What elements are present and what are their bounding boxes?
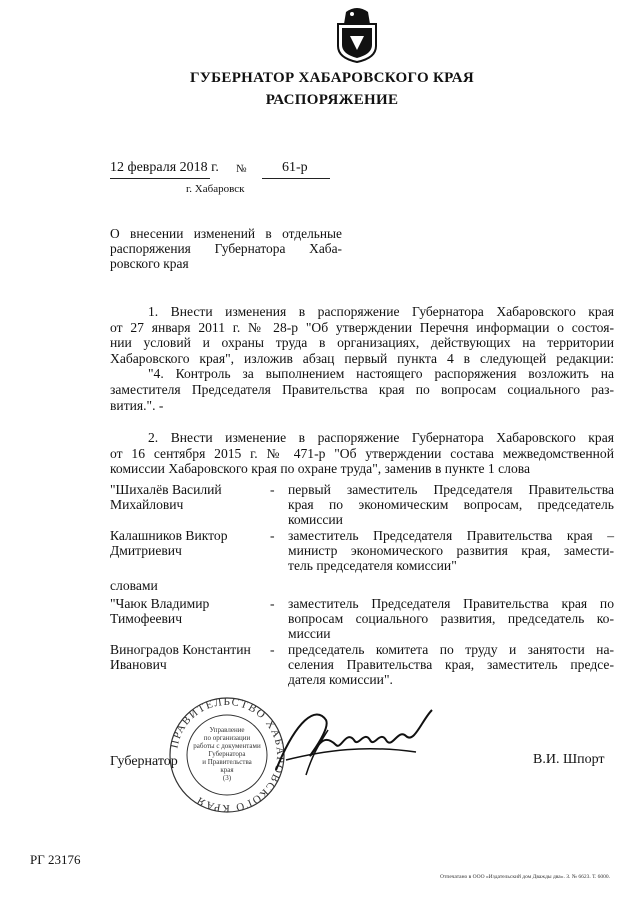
member-name-line: Иванович — [110, 657, 167, 672]
stamp-ring-text: ПРАВИТЕЛЬСТВО ХАБАРОВСКОГО КРАЯ — [168, 696, 287, 814]
member-role-line: вопросам социального развития, председатель ко- — [288, 611, 614, 626]
document-number: 61-р — [282, 160, 308, 175]
member-role-line: дателя комиссии". — [288, 672, 393, 687]
item-2-line: 2. Внести изменение в распоряжение Губернатора Хабаровского края — [148, 430, 614, 445]
member-role-line: председатель комитета по труду и занятости на- — [288, 642, 614, 657]
member-name — [110, 528, 228, 558]
member-role-line: министр экономического развития края, замести- — [288, 543, 614, 558]
stamp-line: (3) — [222, 774, 232, 782]
item-1-line: от 27 января 2011 г. № 28-р "Об утверждении Перечня информации о состоя- — [110, 319, 614, 335]
member-name-line: Калашников Виктор — [110, 528, 228, 543]
stamp-line: и Правительства — [202, 758, 252, 766]
subject-line: О внесении изменений в отдельные — [110, 226, 342, 241]
coat-of-arms-icon — [334, 6, 380, 64]
member-name — [110, 596, 209, 626]
signatory-title: Губернатор — [110, 754, 178, 769]
member-dash: - — [270, 642, 275, 657]
member-role-line: первый заместитель Председателя Правительства — [288, 482, 614, 497]
item-1-line: Хабаровского края", изложив абзац первый пункта 4 в следующей редакции: — [110, 350, 614, 366]
member-name — [110, 642, 251, 672]
member-role-line: комиссии — [288, 512, 343, 527]
member-name-line: Виноградов Константин — [110, 642, 251, 657]
member-role-line: заместитель Председателя Правительства края по — [288, 596, 614, 611]
member-role-line: миссии — [288, 626, 331, 641]
item-1-line: 1. Внести изменения в распоряжение Губернатора Хабаровского края — [148, 304, 614, 319]
item-1-line: "4. Контроль за выполнением настоящего распоряжения возложить на — [148, 366, 614, 382]
item-1-line: заместителя Председателя Правительства края по вопросам социального раз- — [110, 381, 614, 397]
member-role-line: края по экономическим вопросам, председатель — [288, 497, 614, 512]
stamp-line: Губернатора — [208, 750, 246, 758]
stamp-line: Управление — [209, 726, 245, 734]
words-label: словами — [110, 578, 158, 593]
member-name-line: Дмитриевич — [110, 543, 182, 558]
item-2-line: от 16 сентября 2015 г. № 471-р "Об утверждении состава межведомственной — [110, 445, 614, 461]
member-role — [288, 482, 614, 527]
document-code: РГ 23176 — [30, 852, 81, 867]
member-role-line: тель председателя комиссии" — [288, 558, 457, 573]
subject-line: ровского края — [110, 256, 189, 271]
member-dash: - — [270, 596, 275, 611]
date-underline — [110, 178, 210, 179]
printer-imprint: Отпечатано в ООО «Издательский дом Дважды два». З. № 6623. Т. 6000. — [440, 874, 611, 880]
member-name-line: "Шихалёв Василий — [110, 482, 222, 497]
member-name — [110, 482, 222, 512]
stamp-line: работы с документами — [193, 742, 261, 750]
document-date: 12 февраля 2018 г. — [110, 160, 219, 175]
number-underline — [262, 178, 330, 179]
member-name-line: Михайлович — [110, 497, 184, 512]
item-2-line: комиссии Хабаровского края по охране труда", заменив в пункте 1 слова — [110, 461, 531, 477]
signatory-name: В.И. Шпорт — [533, 752, 605, 767]
item-1-line: нии условий и охраны труда в организациях, действующих на территории — [110, 335, 614, 351]
item-1-line: вития.". - — [110, 397, 164, 413]
handwritten-signature — [266, 700, 436, 780]
item-2 — [110, 430, 614, 477]
member-dash: - — [270, 482, 275, 497]
authority-title: ГУБЕРНАТОР ХАБАРОВСКОГО КРАЯ — [190, 70, 474, 86]
city: г. Хабаровск — [186, 183, 245, 195]
document-type-title: РАСПОРЯЖЕНИЕ — [265, 92, 399, 108]
member-role-line: селения Правительства края, заместитель предсе- — [288, 657, 614, 672]
member-name-line: "Чаюк Владимир — [110, 596, 210, 611]
member-role-line: заместитель Председателя Правительства края – — [288, 528, 614, 543]
document-subject — [110, 226, 342, 271]
member-dash: - — [270, 528, 275, 543]
member-role — [288, 596, 614, 641]
stamp-line: края — [220, 766, 234, 774]
stamp-line: по организации — [203, 734, 251, 742]
item-1 — [110, 304, 614, 413]
member-role — [288, 642, 614, 687]
member-name-line: Тимофеевич — [110, 611, 183, 626]
number-label: № — [236, 163, 247, 175]
subject-line: распоряжения Губернатора Хаба- — [110, 241, 342, 256]
member-role — [288, 528, 614, 573]
